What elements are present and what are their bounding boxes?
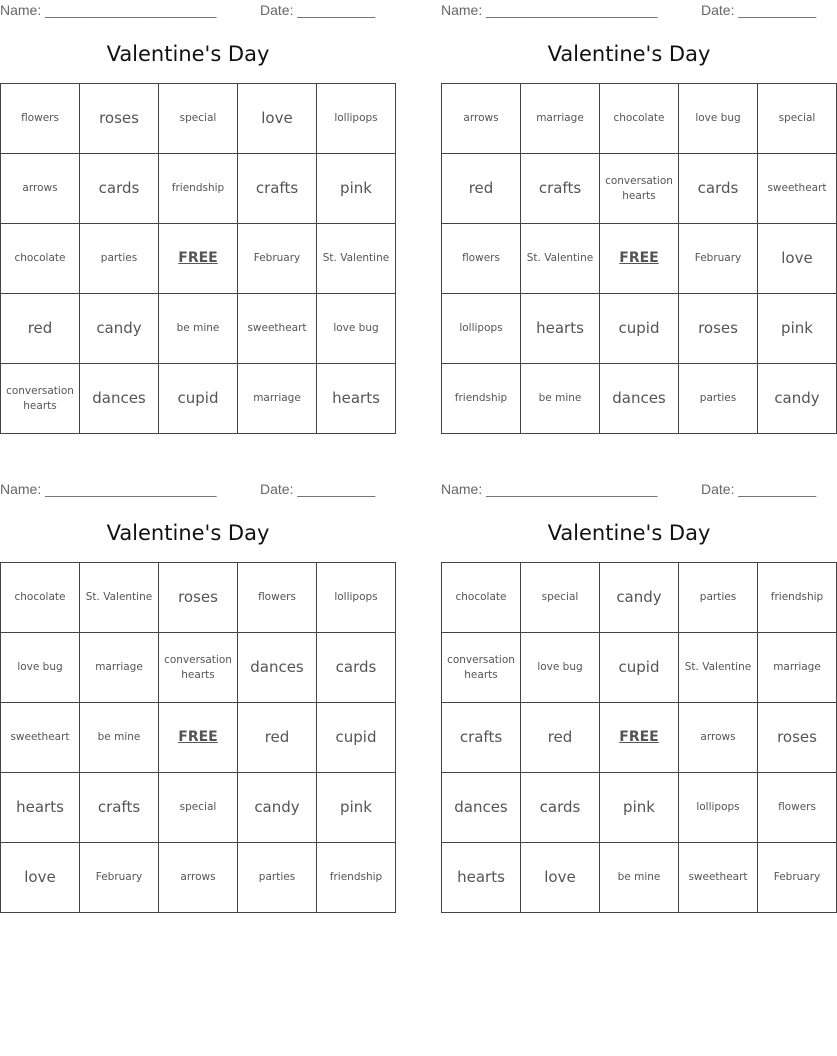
bingo-cell[interactable]: special [159, 773, 238, 843]
bingo-cell[interactable]: marriage [80, 633, 159, 703]
bingo-row [1, 154, 396, 224]
bingo-row [442, 84, 837, 154]
bingo-card-1 [0, 0, 390, 432]
bingo-cell[interactable]: arrows [1, 154, 80, 224]
bingo-cell[interactable]: special [758, 84, 837, 154]
bingo-cell[interactable]: be mine [80, 703, 159, 773]
name-field[interactable]: Name: ______________________ [0, 481, 217, 497]
date-field[interactable]: Date: __________ [701, 2, 817, 18]
bingo-cell[interactable]: love bug [679, 84, 758, 154]
bingo-cell[interactable]: parties [679, 563, 758, 633]
bingo-row [442, 563, 837, 633]
bingo-cell[interactable]: chocolate [600, 84, 679, 154]
bingo-row [1, 84, 396, 154]
bingo-cell[interactable]: chocolate [1, 563, 80, 633]
bingo-cell[interactable]: love bug [521, 633, 600, 703]
bingo-cell[interactable]: hearts [317, 364, 396, 434]
card-title: Valentine's Day [547, 42, 711, 66]
bingo-cell[interactable]: marriage [758, 633, 837, 703]
bingo-cell[interactable]: February [679, 224, 758, 294]
bingo-cell[interactable]: roses [80, 84, 159, 154]
bingo-cell[interactable]: lollipops [317, 84, 396, 154]
bingo-cell[interactable]: pink [758, 294, 837, 364]
bingo-cell[interactable]: cupid [159, 364, 238, 434]
free-space-cell[interactable]: FREE [600, 224, 679, 294]
bingo-cell[interactable]: love [758, 224, 837, 294]
bingo-cell[interactable]: February [238, 224, 317, 294]
bingo-cell[interactable]: love [521, 843, 600, 913]
bingo-cell[interactable]: roses [758, 703, 837, 773]
bingo-cell[interactable]: cards [679, 154, 758, 224]
bingo-card-2 [441, 0, 827, 432]
bingo-cell[interactable]: St. Valentine [521, 224, 600, 294]
bingo-cell[interactable]: chocolate [442, 563, 521, 633]
bingo-row [442, 703, 837, 773]
bingo-cell[interactable]: crafts [80, 773, 159, 843]
bingo-cell[interactable]: hearts [442, 843, 521, 913]
bingo-cell[interactable]: cards [521, 773, 600, 843]
bingo-cell[interactable]: sweetheart [238, 294, 317, 364]
bingo-cell[interactable]: love bug [317, 294, 396, 364]
free-space-cell[interactable]: FREE [600, 703, 679, 773]
bingo-cell[interactable]: dances [80, 364, 159, 434]
bingo-cell[interactable]: February [80, 843, 159, 913]
bingo-cell[interactable]: love [1, 843, 80, 913]
bingo-cell[interactable]: cupid [600, 633, 679, 703]
bingo-cell[interactable]: candy [80, 294, 159, 364]
bingo-cell[interactable]: conversation hearts [442, 633, 521, 703]
date-field[interactable]: Date: __________ [260, 2, 376, 18]
bingo-cell[interactable]: lollipops [317, 563, 396, 633]
bingo-cell[interactable]: be mine [521, 364, 600, 434]
bingo-cell[interactable]: candy [238, 773, 317, 843]
free-space-cell[interactable]: FREE [159, 224, 238, 294]
card-title: Valentine's Day [106, 521, 270, 545]
bingo-cell[interactable]: dances [238, 633, 317, 703]
bingo-cell[interactable]: candy [600, 563, 679, 633]
bingo-cell[interactable]: marriage [521, 84, 600, 154]
bingo-cell[interactable]: sweetheart [679, 843, 758, 913]
bingo-cell[interactable]: sweetheart [1, 703, 80, 773]
bingo-cell[interactable]: cards [317, 633, 396, 703]
bingo-cell[interactable]: flowers [442, 224, 521, 294]
header-line [0, 479, 376, 499]
bingo-row [1, 364, 396, 434]
header-line [441, 0, 817, 20]
name-field[interactable]: Name: ______________________ [441, 481, 658, 497]
bingo-cell[interactable]: be mine [159, 294, 238, 364]
bingo-cell[interactable]: friendship [758, 563, 837, 633]
bingo-cell[interactable]: St. Valentine [679, 633, 758, 703]
bingo-cell[interactable]: red [1, 294, 80, 364]
card-title: Valentine's Day [106, 42, 270, 66]
bingo-cell[interactable]: parties [80, 224, 159, 294]
bingo-row [1, 843, 396, 913]
bingo-cell[interactable]: love bug [1, 633, 80, 703]
bingo-grid [441, 83, 837, 434]
bingo-cell[interactable]: hearts [1, 773, 80, 843]
free-space-cell[interactable]: FREE [159, 703, 238, 773]
bingo-cell[interactable]: cupid [600, 294, 679, 364]
bingo-grid [0, 83, 396, 434]
bingo-cell[interactable]: arrows [679, 703, 758, 773]
bingo-cell[interactable]: be mine [600, 843, 679, 913]
bingo-cell[interactable]: parties [679, 364, 758, 434]
bingo-card-4 [441, 479, 824, 911]
bingo-row [1, 633, 396, 703]
header-line [0, 0, 376, 20]
bingo-cell[interactable]: sweetheart [758, 154, 837, 224]
bingo-cell[interactable]: arrows [159, 843, 238, 913]
name-field[interactable]: Name: ______________________ [0, 2, 217, 18]
header-line [441, 479, 817, 499]
bingo-cell[interactable]: flowers [758, 773, 837, 843]
bingo-cell[interactable]: red [442, 154, 521, 224]
bingo-card-3 [0, 479, 383, 911]
bingo-row [442, 364, 837, 434]
bingo-cell[interactable]: roses [159, 563, 238, 633]
bingo-row [442, 773, 837, 843]
bingo-cell[interactable]: St. Valentine [317, 224, 396, 294]
bingo-cell[interactable]: flowers [238, 563, 317, 633]
bingo-cell[interactable]: flowers [1, 84, 80, 154]
bingo-grid [0, 562, 396, 913]
bingo-cell[interactable]: marriage [238, 364, 317, 434]
bingo-row [1, 224, 396, 294]
bingo-row [1, 703, 396, 773]
bingo-cell[interactable]: chocolate [1, 224, 80, 294]
bingo-cell[interactable]: crafts [238, 154, 317, 224]
bingo-cell[interactable]: friendship [442, 364, 521, 434]
bingo-cell[interactable]: cupid [317, 703, 396, 773]
bingo-cell[interactable]: red [521, 703, 600, 773]
card-title: Valentine's Day [547, 521, 711, 545]
bingo-cell[interactable]: lollipops [679, 773, 758, 843]
bingo-cell[interactable]: hearts [521, 294, 600, 364]
bingo-row [1, 563, 396, 633]
bingo-cell[interactable]: conversation hearts [600, 154, 679, 224]
bingo-cell[interactable]: parties [238, 843, 317, 913]
bingo-row [442, 294, 837, 364]
bingo-cell[interactable]: friendship [317, 843, 396, 913]
date-field[interactable]: Date: __________ [260, 481, 376, 497]
bingo-cell[interactable]: special [521, 563, 600, 633]
bingo-cell[interactable]: arrows [442, 84, 521, 154]
bingo-row [1, 773, 396, 843]
bingo-cell[interactable]: red [238, 703, 317, 773]
bingo-row [442, 224, 837, 294]
bingo-grid [441, 562, 837, 913]
bingo-cell[interactable]: February [758, 843, 837, 913]
bingo-cell[interactable]: dances [442, 773, 521, 843]
bingo-cell[interactable]: conversation hearts [159, 633, 238, 703]
bingo-cell[interactable]: crafts [442, 703, 521, 773]
bingo-cell[interactable]: conversation hearts [1, 364, 80, 434]
bingo-cell[interactable]: pink [317, 773, 396, 843]
date-field[interactable]: Date: __________ [701, 481, 817, 497]
bingo-row [442, 633, 837, 703]
bingo-row [442, 154, 837, 224]
bingo-cell[interactable]: candy [758, 364, 837, 434]
bingo-row [442, 843, 837, 913]
bingo-cell[interactable]: friendship [159, 154, 238, 224]
bingo-cell[interactable]: lollipops [442, 294, 521, 364]
bingo-cell[interactable]: St. Valentine [80, 563, 159, 633]
bingo-cell[interactable]: dances [600, 364, 679, 434]
bingo-cell[interactable]: pink [317, 154, 396, 224]
bingo-cell[interactable]: special [159, 84, 238, 154]
bingo-cell[interactable]: crafts [521, 154, 600, 224]
name-field[interactable]: Name: ______________________ [441, 2, 658, 18]
bingo-cell[interactable]: love [238, 84, 317, 154]
bingo-row [1, 294, 396, 364]
bingo-cell[interactable]: roses [679, 294, 758, 364]
bingo-cell[interactable]: pink [600, 773, 679, 843]
bingo-cell[interactable]: cards [80, 154, 159, 224]
